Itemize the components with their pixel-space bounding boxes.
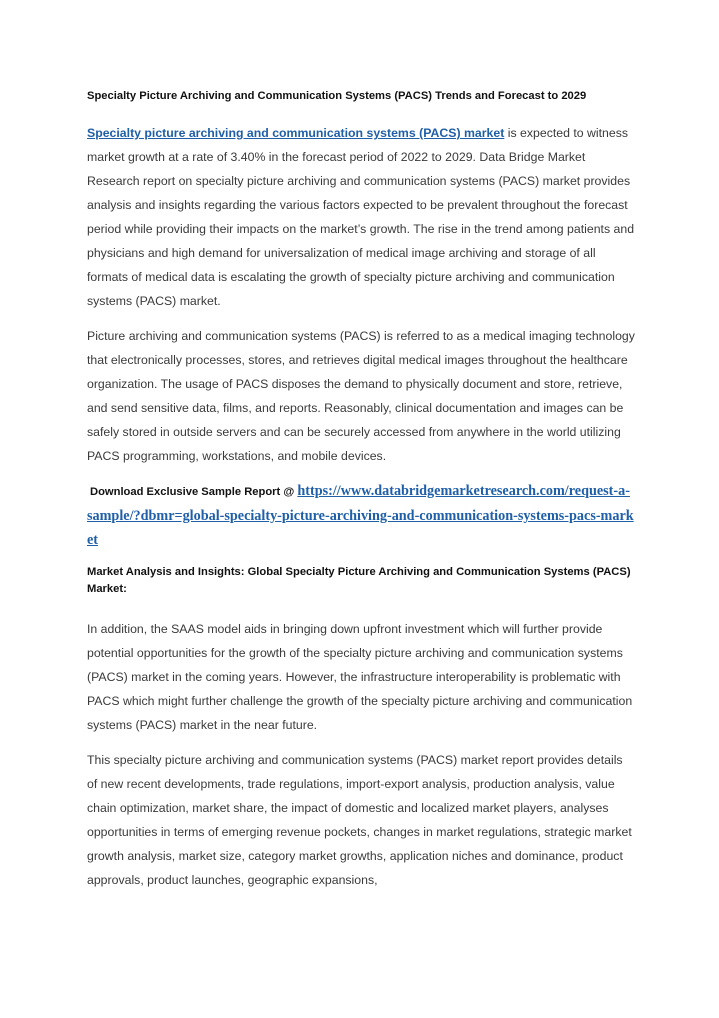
section-heading: Market Analysis and Insights: Global Specialty Picture Archiving and Communication Systems (PACS) Market: bbox=[87, 566, 631, 595]
pacs-definition-paragraph: Picture archiving and communication systems (PACS) is referred to as a medical imaging technology that electronically processes, stores, and retrieves digital medical images throughout the healthcare organization. The usage of PACS disposes the demand to physically document and store, retrieve, and send sensitive data, films, and reports. Reasonably, clinical documentation and images can be safely stored in outside servers and can be securely accessed from anywhere in the world utilizing PACS programming, workstations, and mobile devices. bbox=[87, 329, 635, 463]
sample-report-link[interactable]: https://www.databridgemarketresearch.com/request-a-sample/?dbmr=global-specialty-picture-archiving-and-communication-systems-pacs-market bbox=[87, 483, 634, 548]
download-label: Download Exclusive Sample Report @ bbox=[90, 486, 298, 498]
download-sample-line bbox=[87, 479, 635, 552]
document-title: Specialty Picture Archiving and Communication Systems (PACS) Trends and Forecast to 2029 bbox=[87, 90, 587, 102]
document-content bbox=[87, 88, 635, 903]
intro-text: is expected to witness market growth at a rate of 3.40% in the forecast period of 2022 to 2029. Data Bridge Market Research report on specialty picture archiving and communication systems (PACS) market provides analysis and insights regarding the various factors expected to be prevalent throughout the forecast period while providing their impacts on the market’s growth. The rise in the trend among patients and physicians and high demand for universalization of medical image archiving and storage of all formats of medical data is escalating the growth of specialty picture archiving and communication systems (PACS) market. bbox=[87, 126, 635, 308]
report-details-paragraph: This specialty picture archiving and communication systems (PACS) market report provides details of new recent developments, trade regulations, import-export analysis, production analysis, value chain optimization, market share, the impact of domestic and localized market players, analyses opportunities in terms of emerging revenue pockets, changes in market regulations, strategic market growth analysis, market size, category market growths, application niches and dominance, product approvals, product launches, geographic expansions, bbox=[87, 753, 632, 887]
saas-paragraph: In addition, the SAAS model aids in bringing down upfront investment which will further provide potential opportunities for the growth of the specialty picture archiving and communication systems (PACS) market in the coming years. However, the infrastructure interoperability is problematic with PACS which might further challenge the growth of the specialty picture archiving and communication systems (PACS) market in the near future. bbox=[87, 622, 633, 732]
market-report-link[interactable]: Specialty picture archiving and communication systems (PACS) market bbox=[87, 126, 505, 140]
intro-paragraph bbox=[87, 121, 635, 313]
